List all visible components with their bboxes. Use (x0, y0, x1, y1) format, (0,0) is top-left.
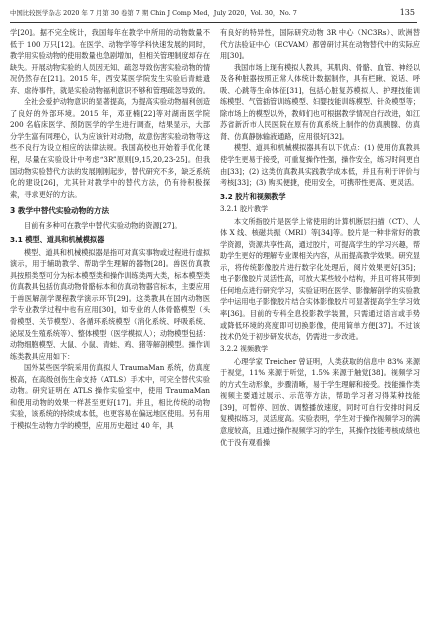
subsection-heading: 3.2 胶片和视频教学 (220, 191, 286, 201)
paragraph: 模型、道具和机械模拟器是指可对真实事物或过程进行虚拟演示，用于辅助教学、帮助学生理解的器物[28]。兽医仿真教具按照类型可分为标本模型类和操作训练类两大类，标本模型类仿真教具包括仿真动物骨骼标本和仿真动物器官标本，主要应用于兽医解剖学课程教学演示环节[29]。这类教具在国内动物医学专业教学过程中也有应用[30]，如专业的人体骨骼模型（头骨模型、关节模型）、各循环系统模型（消化系统、呼吸系统、泌尿及生殖系统等）、整体模型（医学模拟人）；动物模型包括：动物细胞模型、大鼠、小鼠、青蛙、鸡、猪等解剖模型。操作训练类教具应用如下： (10, 247, 210, 361)
page-number: 135 (399, 8, 415, 17)
paragraph: 心理学家 Treicher 曾证明，人类获取的信息中 83% 来源于视觉，11% 来源于听觉，1.5% 来源于触觉[38]。视频学习的方式生动形象，步骤清晰，易于学生理解和接受。技能操作类视频主要通过展示、示范等方法，帮助学习者习得某种技能[39]，可暂停、回放、调整播放速度，同时可自行安排时间反复模拟练习，灵活度高。实验表明，学生对于操作视频学习的满意度较高，且通过操作视频学习的学生，其操作技能考核成绩也优于没有观看操 (220, 356, 420, 447)
left-column (10, 27, 210, 432)
header-rule (10, 22, 417, 23)
subsubsection-heading: 3.2.2 视频教学 (220, 344, 269, 353)
section-heading: 3 教学中替代实验动物的方法 (10, 206, 110, 216)
right-column (220, 27, 420, 448)
paragraph: 我国市场上现有模拟人教具，其肌肉、骨骼、血管、神经以及各种脏器按照正常人体统计数据制作，具有栏瞅、说话、呼吸、心跳等生命体征[31]，包括心脏复苏模拟人、护理技能训练模型、气管插管训练模型、妇婴技能训练模型、针灸模型等；除市场上的模型以外，教师们也可根据教学情况自行改进，如江苏省新沂市人民医院在原有仿真系统上制作的仿真胰腺、仿真肾、仿真静脉输液通路，应用很好[32]。 (220, 62, 420, 141)
paragraph: 模型、道具和机械模拟器具有以下优点：(1) 使用仿真教具使学生更易于接受，可重复操作性强，操作安全，练习时间更自由[33]；(2) 这类仿真教具实践教学成本低，并且有利于评价与考核[33]；(3) 购买便捷，使用安全，可携带性更高、更灵活。 (220, 143, 420, 188)
subsubsection-heading: 3.2.1 胶片教学 (220, 204, 269, 213)
paragraph: 全社会爱护动物意识的显著提高，为提高实验动物福利创造了良好的外部环境。2015 年，邓亚楠[22]等对湖南医学院 200 名临床医学、预防医学的学生进行调查，结果显示，大部分学生富有同理心，认为应该针对动物，故意伤害实验动物等这些不良行为设立相应的法律法规。我国高校也开始着手优化课程，尽量在实验设计中考虑“3R”原则[9,15,20,23-25]。但我国动物实验替代方法的发展刚刚起步，替代研究不多，缺乏系统化的建设[26]，尤其针对教学中的替代方法，仍有待积极探索，寻求更好的方法。 (10, 97, 210, 199)
paragraph: 目前有多种可在教学中替代实验动物的资源[27]。 (24, 221, 182, 231)
journal-citation: 中国比较医学杂志 2020 年 7 月第 30 卷第 7 期 Chin J Comp Med，July 2020，Vol. 30，No. 7 (10, 9, 297, 17)
paragraph: 有良好的特异性，国际研究动物 3R 中心（NC3Rs）、欧洲替代方法验证中心（ECVAM）都曾研讨其在动物替代中的实际应用[30]。 (220, 28, 420, 61)
paragraph: 国外某些医学院采用仿真拟人 TraumaMan 系统，仿真度极高，在高级创伤生命支持（ATLS）手术中，可完全替代实验动物。研究证明在 ATLS 操作实验室中，使用 TraumaMan 和使用动物的效果一样甚至更好[17]。并且，相比传统的动物实验，该系统的持续成本低，也更容易在偏远地区使用。另有用于模拟生动物力学的模型，应用历史超过 40 年，具 (10, 363, 210, 430)
paragraph: 学[20]。据不完全统计，我国每年在教学中所用的动物数量不低于 100 万只[12]。在医学、动物学等学科快速发展的同时，教学用实验动物的使用数量也急剧增加，但相关管理制度却存在缺失。开展动物实验的人员因无知、疏忽导致伤害实验动物的情况仍然存在[21]。2015 年，西安某医学院发生实验后青蛙遗弃、虐待事件，就是实验动物福利意识不够和管理疏忽导致的。 (10, 28, 210, 95)
paragraph: 本文所指胶片是医学上常使用的计算机断层扫描（CT）、人体 X 线、核磁共振（MRI）等[34]等。胶片是一种非常好的教学资源，资源共享性高，通过胶片，可提高学生的学习兴趣，帮助学生更好的理解专业课相关内容，从而提高教学效果。研究显示，将传统影像胶片进行数字化处理后，阅片效果更好[35]；电子影像胶片灵活性高，可放大某些较小结构，并且可将其带到任何地点进行研究学习，实验证明在医学、影像解剖学的实验教学中运用电子影像胶片结合实体影像胶片可显著提高学生学习效率[36]。目前的专科全息投影教学装置，只需通过语言或手势或降低环境的亮度即可切换影像，使用简单方便[37]。不过该技术仍处于初步研发状态，仍需进一步改进。 (220, 216, 420, 342)
running-header (10, 6, 417, 20)
subsection-heading: 3.1 模型、道具和机械模拟器 (10, 234, 105, 244)
